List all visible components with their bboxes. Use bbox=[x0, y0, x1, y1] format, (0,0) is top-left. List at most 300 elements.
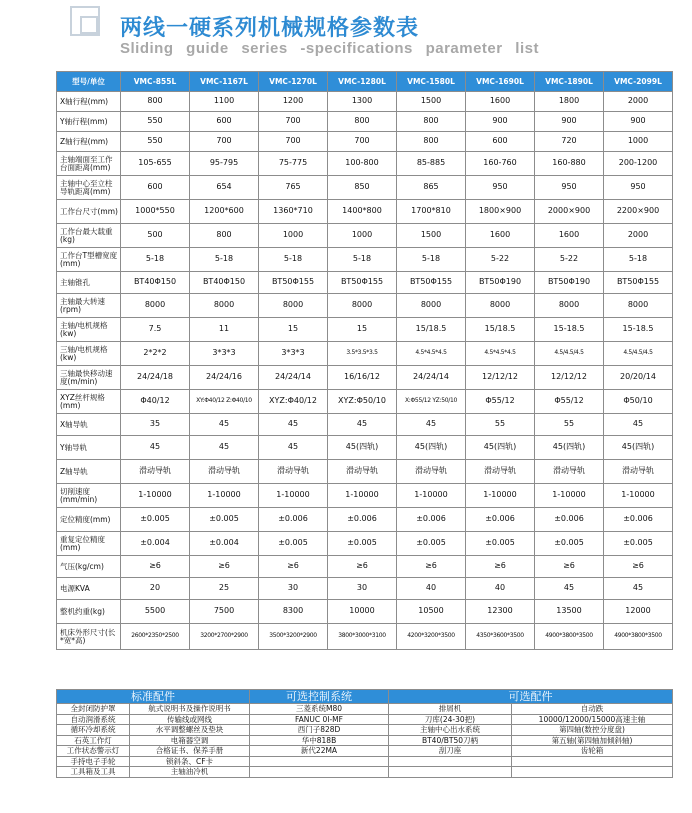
options-cell: 刀库(24-30把) bbox=[389, 714, 512, 725]
table-cell: 1800 bbox=[535, 92, 604, 112]
table-cell: 1-10000 bbox=[121, 484, 190, 508]
table-cell: 700 bbox=[259, 112, 328, 132]
table-row bbox=[57, 366, 673, 390]
table-cell: 45 bbox=[604, 414, 673, 436]
table-row bbox=[57, 390, 673, 414]
table-cell: 105-655 bbox=[121, 152, 190, 176]
table-cell: 5-22 bbox=[535, 248, 604, 272]
table-cell: 5-22 bbox=[466, 248, 535, 272]
table-row bbox=[57, 224, 673, 248]
table-cell: 2600*2350*2500 bbox=[121, 624, 190, 650]
table-cell: 45 bbox=[259, 414, 328, 436]
table-cell: 2200×900 bbox=[604, 200, 673, 224]
row-label: 切削速度(mm/min) bbox=[57, 484, 121, 508]
table-cell: 8000 bbox=[190, 294, 259, 318]
table-cell: 1-10000 bbox=[190, 484, 259, 508]
table-cell: 12000 bbox=[604, 600, 673, 624]
options-cell: 刮刀座 bbox=[389, 746, 512, 757]
table-cell: 5500 bbox=[121, 600, 190, 624]
table-cell: 15-18.5 bbox=[535, 318, 604, 342]
table-cell: 滑动导轨 bbox=[604, 460, 673, 484]
table-cell: ±0.004 bbox=[121, 532, 190, 556]
table-cell: Φ55/12 bbox=[466, 390, 535, 414]
options-row bbox=[57, 756, 673, 767]
table-cell: ±0.006 bbox=[397, 508, 466, 532]
table-cell: 24/24/18 bbox=[121, 366, 190, 390]
table-cell: 550 bbox=[121, 112, 190, 132]
table-cell: 1-10000 bbox=[604, 484, 673, 508]
table-cell: 700 bbox=[259, 132, 328, 152]
table-cell: 720 bbox=[535, 132, 604, 152]
table-cell: 25 bbox=[190, 578, 259, 600]
standard-accessories-header: 标准配件 bbox=[57, 690, 250, 704]
table-cell: 900 bbox=[535, 112, 604, 132]
table-row bbox=[57, 436, 673, 460]
table-cell: 滑动导轨 bbox=[466, 460, 535, 484]
table-cell: 4.5*4.5*4.5 bbox=[466, 342, 535, 366]
row-label: 电源KVA bbox=[57, 578, 121, 600]
table-cell: 800 bbox=[190, 224, 259, 248]
table-cell: 5-18 bbox=[190, 248, 259, 272]
table-cell: 7.5 bbox=[121, 318, 190, 342]
row-label: 主轴最大转速(rpm) bbox=[57, 294, 121, 318]
table-cell: ±0.006 bbox=[259, 508, 328, 532]
options-cell: 华中818B bbox=[250, 735, 389, 746]
table-cell: 4900*3800*3500 bbox=[535, 624, 604, 650]
table-cell: 3800*3000*3100 bbox=[328, 624, 397, 650]
table-cell: ±0.006 bbox=[328, 508, 397, 532]
table-row bbox=[57, 112, 673, 132]
table-cell: 15/18.5 bbox=[397, 318, 466, 342]
table-cell: 1200 bbox=[259, 92, 328, 112]
table-cell: 8000 bbox=[121, 294, 190, 318]
table-row bbox=[57, 532, 673, 556]
table-cell: 1500 bbox=[397, 224, 466, 248]
table-cell: Φ40/12 bbox=[121, 390, 190, 414]
optional-control-system-header: 可选控制系统 bbox=[250, 690, 389, 704]
row-label: 主轴端面至工作台面距离(mm) bbox=[57, 152, 121, 176]
table-cell: 45(四轨) bbox=[604, 436, 673, 460]
table-cell: 45(四轨) bbox=[535, 436, 604, 460]
table-cell: 12/12/12 bbox=[535, 366, 604, 390]
table-cell: 20/20/14 bbox=[604, 366, 673, 390]
table-cell: BT50Φ155 bbox=[604, 272, 673, 294]
table-cell: 100-800 bbox=[328, 152, 397, 176]
table-cell: 1100 bbox=[190, 92, 259, 112]
table-cell: 3*3*3 bbox=[190, 342, 259, 366]
table-cell: 5-18 bbox=[328, 248, 397, 272]
table-cell: 75-775 bbox=[259, 152, 328, 176]
column-header-model: VMC-1167L bbox=[190, 72, 259, 92]
table-cell: XY:Φ40/12 Z:Φ40/10 bbox=[190, 390, 259, 414]
options-cell: 电箱器空调 bbox=[130, 735, 250, 746]
table-cell: BT40Φ150 bbox=[190, 272, 259, 294]
column-header-model: VMC-1280L bbox=[328, 72, 397, 92]
table-cell: 15-18.5 bbox=[604, 318, 673, 342]
options-cell: 第五轴(第四轴加倾斜轴) bbox=[512, 735, 673, 746]
row-label: 三轴/电机规格(kw) bbox=[57, 342, 121, 366]
specifications-body bbox=[57, 92, 673, 650]
table-cell: 滑动导轨 bbox=[190, 460, 259, 484]
table-cell: ≥6 bbox=[535, 556, 604, 578]
table-cell: 45 bbox=[604, 578, 673, 600]
table-row bbox=[57, 342, 673, 366]
row-label: 机床外形尺寸(长*宽*高) bbox=[57, 624, 121, 650]
table-row bbox=[57, 600, 673, 624]
column-header-model: VMC-1890L bbox=[535, 72, 604, 92]
table-cell: 8000 bbox=[466, 294, 535, 318]
table-cell: 1300 bbox=[328, 92, 397, 112]
column-header-model: VMC-1270L bbox=[259, 72, 328, 92]
table-cell: 10500 bbox=[397, 600, 466, 624]
table-cell: 7500 bbox=[190, 600, 259, 624]
options-row bbox=[57, 735, 673, 746]
options-cell: 西门子828D bbox=[250, 725, 389, 736]
table-cell: 24/24/16 bbox=[190, 366, 259, 390]
table-cell: 1400*800 bbox=[328, 200, 397, 224]
table-cell: 5-18 bbox=[604, 248, 673, 272]
options-cell bbox=[512, 767, 673, 778]
table-cell: 5-18 bbox=[397, 248, 466, 272]
table-cell: 1800×900 bbox=[466, 200, 535, 224]
table-cell: 16/16/12 bbox=[328, 366, 397, 390]
table-cell: BT50Φ190 bbox=[466, 272, 535, 294]
options-cell: 10000/12000/15000高速主轴 bbox=[512, 714, 673, 725]
row-label: Z轴导轨 bbox=[57, 460, 121, 484]
table-cell: 3*3*3 bbox=[259, 342, 328, 366]
table-cell: 600 bbox=[466, 132, 535, 152]
options-cell: 主轴油冷机 bbox=[130, 767, 250, 778]
options-cell bbox=[389, 767, 512, 778]
page-title: 两线一硬系列机械规格参数表 bbox=[120, 16, 420, 41]
table-cell: 45 bbox=[535, 578, 604, 600]
table-cell: 10000 bbox=[328, 600, 397, 624]
table-cell: 2000 bbox=[604, 92, 673, 112]
options-cell: 三菱系统M80 bbox=[250, 704, 389, 715]
options-cell: 排屑机 bbox=[389, 704, 512, 715]
table-cell: 1-10000 bbox=[466, 484, 535, 508]
table-cell: 滑动导轨 bbox=[121, 460, 190, 484]
options-cell bbox=[250, 756, 389, 767]
table-cell: 1500 bbox=[397, 92, 466, 112]
row-label: 主轴锥孔 bbox=[57, 272, 121, 294]
table-cell: X:Φ55/12 YZ:50/10 bbox=[397, 390, 466, 414]
table-cell: 滑动导轨 bbox=[328, 460, 397, 484]
table-cell: 15 bbox=[328, 318, 397, 342]
table-row bbox=[57, 414, 673, 436]
table-cell: ≥6 bbox=[466, 556, 535, 578]
table-cell: 45 bbox=[121, 436, 190, 460]
table-cell: 700 bbox=[190, 132, 259, 152]
table-row bbox=[57, 248, 673, 272]
table-cell: 4.5/4.5/4.5 bbox=[604, 342, 673, 366]
table-row bbox=[57, 294, 673, 318]
table-cell: 40 bbox=[466, 578, 535, 600]
table-cell: 1000 bbox=[604, 132, 673, 152]
table-cell: 1-10000 bbox=[535, 484, 604, 508]
table-cell: 4.5/4.5/4.5 bbox=[535, 342, 604, 366]
table-cell: 55 bbox=[466, 414, 535, 436]
table-cell: 2000 bbox=[604, 224, 673, 248]
table-cell: 900 bbox=[466, 112, 535, 132]
table-cell: 45 bbox=[190, 436, 259, 460]
table-cell: 3500*3200*2900 bbox=[259, 624, 328, 650]
table-cell: 滑动导轨 bbox=[397, 460, 466, 484]
table-cell: 700 bbox=[328, 132, 397, 152]
row-label: 工作台最大载重(kg) bbox=[57, 224, 121, 248]
table-cell: 3200*2700*2900 bbox=[190, 624, 259, 650]
table-cell: Φ55/12 bbox=[535, 390, 604, 414]
table-row bbox=[57, 624, 673, 650]
options-cell: 循环冷却系统 bbox=[57, 725, 130, 736]
options-cell: 自动润滑系统 bbox=[57, 714, 130, 725]
table-cell: 30 bbox=[328, 578, 397, 600]
table-row bbox=[57, 508, 673, 532]
table-cell: 45(四轨) bbox=[466, 436, 535, 460]
table-cell: 95-795 bbox=[190, 152, 259, 176]
table-cell: 850 bbox=[328, 176, 397, 200]
options-header-row bbox=[57, 690, 673, 704]
options-row bbox=[57, 767, 673, 778]
table-cell: ±0.005 bbox=[535, 532, 604, 556]
options-cell: 手持电子手轮 bbox=[57, 756, 130, 767]
table-cell: ±0.005 bbox=[397, 532, 466, 556]
options-cell: 石英工作灯 bbox=[57, 735, 130, 746]
options-cell: 自动跌 bbox=[512, 704, 673, 715]
table-cell: ≥6 bbox=[121, 556, 190, 578]
table-cell: 160-880 bbox=[535, 152, 604, 176]
options-cell: FANUC 0I-MF bbox=[250, 714, 389, 725]
table-cell: 5-18 bbox=[259, 248, 328, 272]
table-cell: 45 bbox=[328, 414, 397, 436]
options-cell: 合格证书、保养手册 bbox=[130, 746, 250, 757]
options-row bbox=[57, 725, 673, 736]
table-cell: Φ50/10 bbox=[604, 390, 673, 414]
table-cell: 800 bbox=[121, 92, 190, 112]
row-label: Z轴行程(mm) bbox=[57, 132, 121, 152]
table-cell: ±0.005 bbox=[190, 508, 259, 532]
table-cell: 45 bbox=[190, 414, 259, 436]
options-cell bbox=[389, 756, 512, 767]
table-cell: 950 bbox=[466, 176, 535, 200]
column-header-model: VMC-1690L bbox=[466, 72, 535, 92]
table-cell: 1000*550 bbox=[121, 200, 190, 224]
table-cell: 35 bbox=[121, 414, 190, 436]
table-cell: 200-1200 bbox=[604, 152, 673, 176]
row-label: Y轴导轨 bbox=[57, 436, 121, 460]
table-cell: 40 bbox=[397, 578, 466, 600]
table-cell: 600 bbox=[190, 112, 259, 132]
table-cell: ±0.005 bbox=[466, 532, 535, 556]
table-cell: 15/18.5 bbox=[466, 318, 535, 342]
table-row bbox=[57, 176, 673, 200]
table-cell: ≥6 bbox=[259, 556, 328, 578]
table-cell: ±0.006 bbox=[466, 508, 535, 532]
table-cell: 900 bbox=[604, 112, 673, 132]
table-cell: 4.5*4.5*4.5 bbox=[397, 342, 466, 366]
table-cell: 45(四轨) bbox=[328, 436, 397, 460]
options-cell: 航式说明书及操作说明书 bbox=[130, 704, 250, 715]
table-cell: 1000 bbox=[328, 224, 397, 248]
row-label: 工作台T型槽宽度(mm) bbox=[57, 248, 121, 272]
column-header-model: VMC-855L bbox=[121, 72, 190, 92]
row-label: 工作台尺寸(mm) bbox=[57, 200, 121, 224]
table-cell: 1600 bbox=[466, 224, 535, 248]
table-cell: 8000 bbox=[535, 294, 604, 318]
page-subtitle: Sliding guide series -specifications parameter list bbox=[120, 40, 539, 57]
table-cell: ≥6 bbox=[190, 556, 259, 578]
table-cell: 13500 bbox=[535, 600, 604, 624]
table-cell: 1700*810 bbox=[397, 200, 466, 224]
table-cell: 20 bbox=[121, 578, 190, 600]
row-label: 整机约重(kg) bbox=[57, 600, 121, 624]
table-cell: ≥6 bbox=[604, 556, 673, 578]
table-cell: 2000×900 bbox=[535, 200, 604, 224]
table-cell: 3.5*3.5*3.5 bbox=[328, 342, 397, 366]
logo-icon bbox=[70, 6, 100, 36]
row-label: 重复定位精度(mm) bbox=[57, 532, 121, 556]
table-cell: 滑动导轨 bbox=[535, 460, 604, 484]
table-cell: 8000 bbox=[604, 294, 673, 318]
table-cell: 950 bbox=[535, 176, 604, 200]
table-cell: 12300 bbox=[466, 600, 535, 624]
row-label: Y轴行程(mm) bbox=[57, 112, 121, 132]
options-cell: 新代22MA bbox=[250, 746, 389, 757]
table-row bbox=[57, 578, 673, 600]
table-cell: 1600 bbox=[535, 224, 604, 248]
table-cell: 8000 bbox=[397, 294, 466, 318]
row-label: X轴导轨 bbox=[57, 414, 121, 436]
table-cell: ±0.005 bbox=[328, 532, 397, 556]
table-cell: 800 bbox=[397, 112, 466, 132]
table-cell: 4900*3800*3500 bbox=[604, 624, 673, 650]
table-cell: 2*2*2 bbox=[121, 342, 190, 366]
table-cell: ±0.005 bbox=[259, 532, 328, 556]
table-cell: 865 bbox=[397, 176, 466, 200]
table-cell: BT50Φ155 bbox=[328, 272, 397, 294]
table-cell: 600 bbox=[121, 176, 190, 200]
options-cell bbox=[250, 767, 389, 778]
table-cell: 55 bbox=[535, 414, 604, 436]
table-cell: 85-885 bbox=[397, 152, 466, 176]
options-cell: 水平调整螺丝及垫块 bbox=[130, 725, 250, 736]
table-cell: BT50Φ155 bbox=[397, 272, 466, 294]
row-label: 三轴最快移动速度(m/min) bbox=[57, 366, 121, 390]
table-cell: 24/24/14 bbox=[259, 366, 328, 390]
options-row bbox=[57, 746, 673, 757]
table-row bbox=[57, 272, 673, 294]
table-cell: BT40Φ150 bbox=[121, 272, 190, 294]
table-row bbox=[57, 460, 673, 484]
table-cell: 30 bbox=[259, 578, 328, 600]
table-row bbox=[57, 318, 673, 342]
table-cell: 654 bbox=[190, 176, 259, 200]
table-cell: 滑动导轨 bbox=[259, 460, 328, 484]
options-body bbox=[57, 690, 673, 778]
options-cell: 工作状态警示灯 bbox=[57, 746, 130, 757]
table-row bbox=[57, 556, 673, 578]
column-header-model-unit: 型号/单位 bbox=[57, 72, 121, 92]
table-cell: 1-10000 bbox=[397, 484, 466, 508]
table-cell: 8300 bbox=[259, 600, 328, 624]
table-cell: BT50Φ190 bbox=[535, 272, 604, 294]
table-cell: 5-18 bbox=[121, 248, 190, 272]
table-row bbox=[57, 132, 673, 152]
table-cell: 45(四轨) bbox=[397, 436, 466, 460]
table-cell: 4350*3600*3500 bbox=[466, 624, 535, 650]
options-cell: 锁斜条、CF卡 bbox=[130, 756, 250, 767]
options-row bbox=[57, 714, 673, 725]
table-cell: ≥6 bbox=[397, 556, 466, 578]
options-row bbox=[57, 704, 673, 715]
table-cell: ±0.005 bbox=[604, 532, 673, 556]
table-cell: XYZ:Φ50/10 bbox=[328, 390, 397, 414]
optional-accessories-header: 可选配件 bbox=[389, 690, 673, 704]
table-cell: 12/12/12 bbox=[466, 366, 535, 390]
table-cell: ±0.006 bbox=[535, 508, 604, 532]
row-label: 主轴中心至立柱导轨距离(mm) bbox=[57, 176, 121, 200]
table-cell: 8000 bbox=[259, 294, 328, 318]
table-cell: 8000 bbox=[328, 294, 397, 318]
table-cell: ±0.006 bbox=[604, 508, 673, 532]
table-cell: 500 bbox=[121, 224, 190, 248]
table-cell: 11 bbox=[190, 318, 259, 342]
options-cell: 第四轴(数控分度盘) bbox=[512, 725, 673, 736]
table-row bbox=[57, 200, 673, 224]
options-cell: 工具箱及工具 bbox=[57, 767, 130, 778]
row-label: X轴行程(mm) bbox=[57, 92, 121, 112]
table-cell: BT50Φ155 bbox=[259, 272, 328, 294]
table-header-row bbox=[57, 72, 673, 92]
table-cell: 950 bbox=[604, 176, 673, 200]
row-label: 定位精度(mm) bbox=[57, 508, 121, 532]
row-label: 气压(kg/cm) bbox=[57, 556, 121, 578]
table-row bbox=[57, 484, 673, 508]
column-header-model: VMC-1580L bbox=[397, 72, 466, 92]
table-cell: 765 bbox=[259, 176, 328, 200]
table-cell: 1-10000 bbox=[328, 484, 397, 508]
table-cell: 15 bbox=[259, 318, 328, 342]
table-cell: 4200*3200*3500 bbox=[397, 624, 466, 650]
table-cell: 1200*600 bbox=[190, 200, 259, 224]
table-row bbox=[57, 92, 673, 112]
table-cell: 45 bbox=[397, 414, 466, 436]
table-cell: XYZ:Φ40/12 bbox=[259, 390, 328, 414]
table-cell: 1000 bbox=[259, 224, 328, 248]
table-cell: ≥6 bbox=[328, 556, 397, 578]
table-cell: 1360*710 bbox=[259, 200, 328, 224]
table-cell: 1600 bbox=[466, 92, 535, 112]
table-cell: 800 bbox=[397, 132, 466, 152]
options-cell bbox=[512, 756, 673, 767]
options-cell: BT40/BT50刀柄 bbox=[389, 735, 512, 746]
column-header-model: VMC-2099L bbox=[604, 72, 673, 92]
table-cell: 550 bbox=[121, 132, 190, 152]
table-row bbox=[57, 152, 673, 176]
table-cell: ±0.005 bbox=[121, 508, 190, 532]
options-cell: 传输线或网线 bbox=[130, 714, 250, 725]
specifications-table bbox=[56, 71, 673, 650]
table-cell: 24/24/14 bbox=[397, 366, 466, 390]
table-cell: 160-760 bbox=[466, 152, 535, 176]
options-cell: 齿轮箱 bbox=[512, 746, 673, 757]
row-label: 主轴/电机规格(kw) bbox=[57, 318, 121, 342]
row-label: XYZ丝杆规格(mm) bbox=[57, 390, 121, 414]
options-table bbox=[56, 689, 673, 778]
table-cell: 1-10000 bbox=[259, 484, 328, 508]
table-cell: 800 bbox=[328, 112, 397, 132]
table-cell: ±0.004 bbox=[190, 532, 259, 556]
